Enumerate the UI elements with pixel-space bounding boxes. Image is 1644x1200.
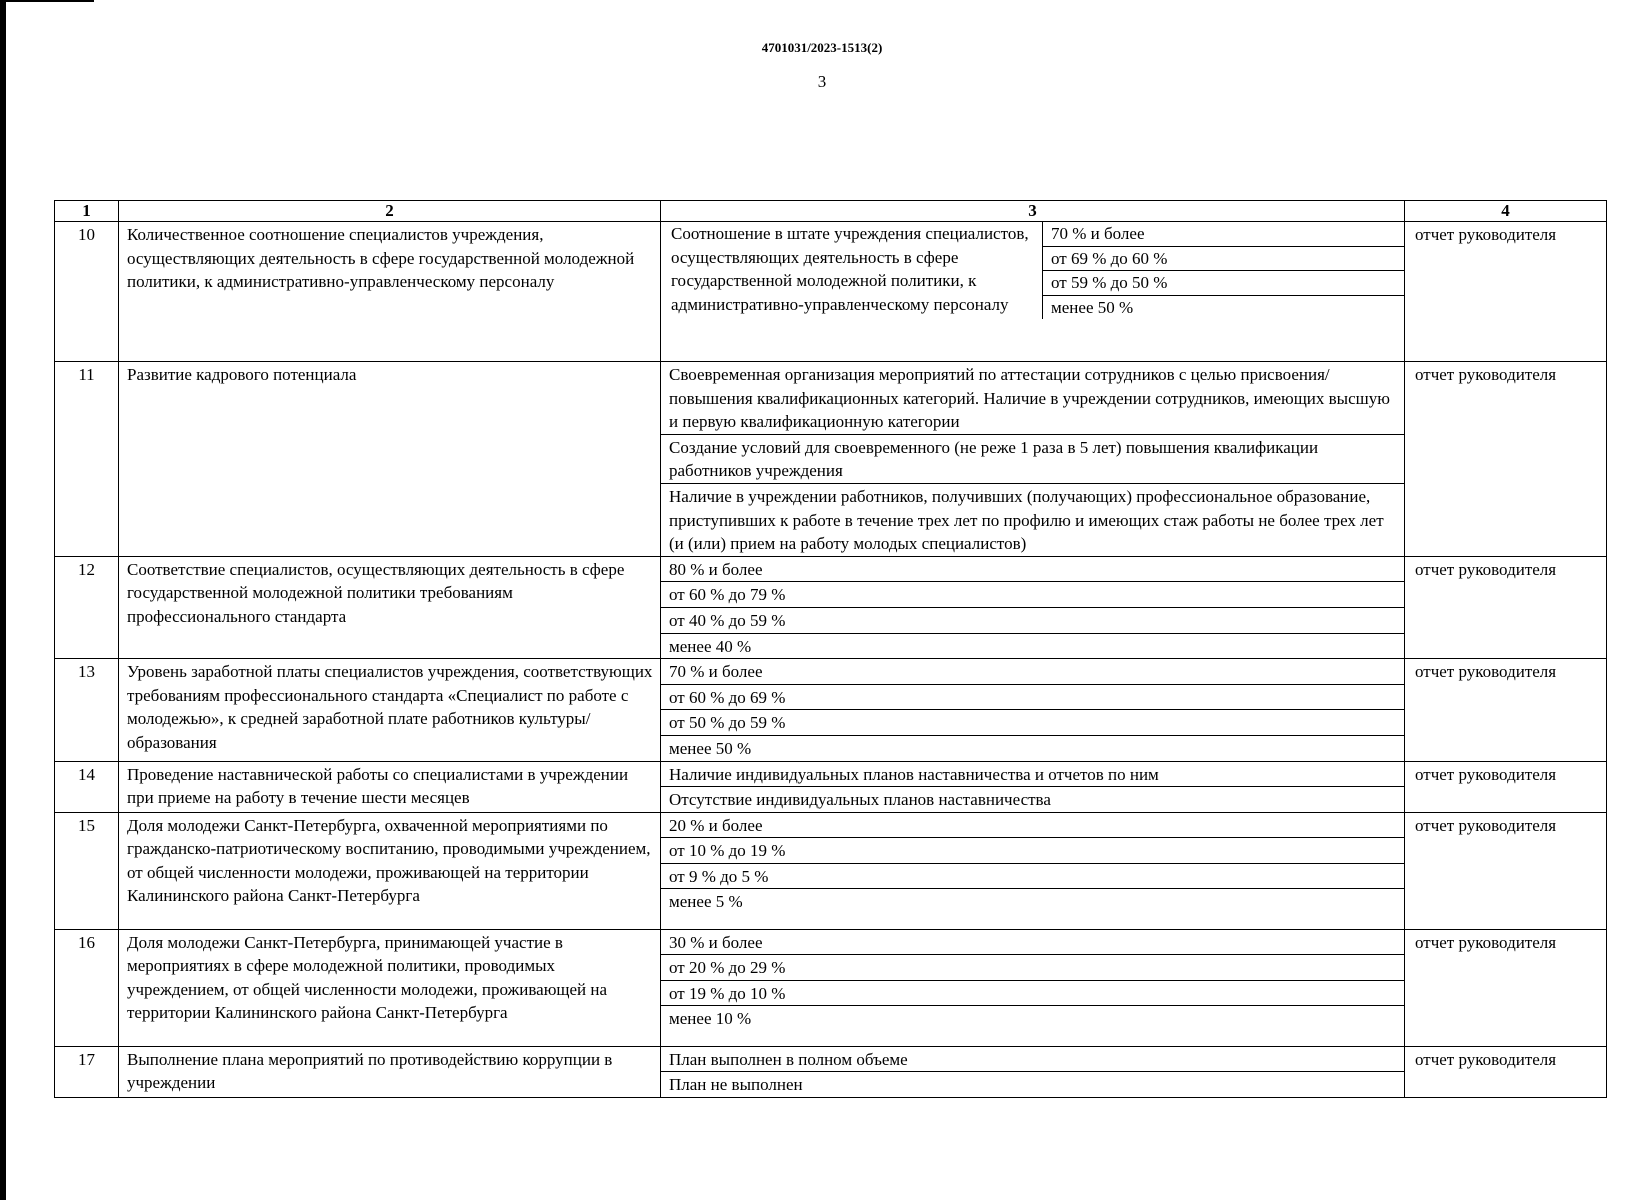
- source-cell: отчет руководителя: [1405, 362, 1607, 557]
- source-cell: отчет руководителя: [1405, 659, 1607, 761]
- source-cell: отчет руководителя: [1405, 812, 1607, 929]
- row-number: 17: [55, 1046, 119, 1097]
- criterion-option: 30 % и более: [669, 932, 763, 952]
- column-header: 4: [1405, 201, 1607, 222]
- criterion-option: 70 % и более: [1051, 224, 1145, 243]
- criteria-cell: [661, 222, 1405, 362]
- criterion-option: План не выполнен: [661, 1071, 1404, 1097]
- criterion-option: Создание условий для своевременного (не реже 1 раза в 5 лет) повышения квалификации работников учреждения: [661, 434, 1404, 483]
- table-row: [55, 222, 1607, 362]
- row-number: 12: [55, 556, 119, 658]
- criterion-option: от 20 % до 29 %: [661, 954, 1404, 980]
- source-cell: отчет руководителя: [1405, 929, 1607, 1046]
- criterion-option: План выполнен в полном объеме: [669, 1049, 908, 1069]
- criteria-cell: [661, 1046, 1405, 1097]
- criterion-option: 80 % и более: [669, 559, 763, 579]
- row-number: 13: [55, 659, 119, 761]
- criterion-option: от 10 % до 19 %: [661, 837, 1404, 863]
- criterion-option: от 60 % до 79 %: [661, 581, 1404, 607]
- criterion-option: Наличие индивидуальных планов наставничества и отчетов по ним: [669, 764, 1159, 784]
- table-row: [55, 929, 1607, 1046]
- table-row: [55, 556, 1607, 658]
- criteria-cell: [661, 659, 1405, 761]
- scan-edge-left: [0, 0, 6, 1200]
- source-cell: отчет руководителя: [1405, 556, 1607, 658]
- indicator-cell: Доля молодежи Санкт-Петербурга, охваченной мероприятиями по гражданско-патриотическому воспитанию, проводимыми учреждением, от общей численности молодежи, проживающей на территории Калининского района Санкт-Петербурга: [119, 812, 661, 929]
- criteria-cell: [661, 761, 1405, 812]
- criterion-option: менее 40 %: [661, 633, 1404, 659]
- row-number: 14: [55, 761, 119, 812]
- table-row: [55, 362, 1607, 557]
- scan-edge-top: [0, 0, 94, 2]
- criterion-option: 20 % и более: [669, 815, 763, 835]
- criteria-cell: [661, 362, 1405, 557]
- criterion-option: 70 % и более: [669, 662, 763, 682]
- indicator-cell: Соответствие специалистов, осуществляющих деятельность в сфере государственной молодежной политики требованиям профессионального стандарта: [119, 556, 661, 658]
- criterion-option: менее 50 %: [1043, 295, 1404, 320]
- indicator-cell: Количественное соотношение специалистов учреждения, осуществляющих деятельность в сфере государственной молодежной политики, к административно-управленческому персоналу: [119, 222, 661, 362]
- criterion-option: от 40 % до 59 %: [661, 607, 1404, 633]
- table-header-row: [55, 201, 1607, 222]
- row-number: 11: [55, 362, 119, 557]
- criteria-cell: [661, 929, 1405, 1046]
- criterion-description: Соотношение в штате учреждения специалистов, осуществляющих деятельность в сфере государственной молодежной политики, к административно-управленческому персоналу: [661, 222, 1043, 319]
- indicator-cell: Развитие кадрового потенциала: [119, 362, 661, 557]
- criteria-table: [54, 200, 1607, 1098]
- indicator-cell: Уровень заработной платы специалистов учреждения, соответствующих требованиям профессионального стандарта «Специалист по работе с молодежью», к средней заработной плате работников культуры/образования: [119, 659, 661, 761]
- document-number: 4701031/2023-1513(2): [761, 40, 883, 55]
- row-number: 16: [55, 929, 119, 1046]
- criterion-option: от 9 % до 5 %: [661, 863, 1404, 889]
- indicator-cell: Выполнение плана мероприятий по противодействию коррупции в учреждении: [119, 1046, 661, 1097]
- column-header: 2: [119, 201, 661, 222]
- criterion-option: Отсутствие индивидуальных планов наставничества: [661, 786, 1404, 812]
- criteria-cell: [661, 556, 1405, 658]
- criterion-option: Наличие в учреждении работников, получивших (получающих) профессиональное образование, приступивших к работе в течение трех лет по профилю и имеющих стаж работы не более трех лет (и (или) прием на работу молодых специалистов): [661, 483, 1404, 556]
- indicator-cell: Доля молодежи Санкт-Петербурга, принимающей участие в мероприятиях в сфере молодежной политики, проводимых учреждением, от общей численности молодежи, проживающей на территории Калининского района Санкт-Петербурга: [119, 929, 661, 1046]
- criterion-option: от 69 % до 60 %: [1043, 246, 1404, 271]
- criterion-option: от 50 % до 59 %: [661, 709, 1404, 735]
- indicator-cell: Проведение наставнической работы со специалистами в учреждении при приеме на работу в течение шести месяцев: [119, 761, 661, 812]
- table-row: [55, 659, 1607, 761]
- column-header: 1: [55, 201, 119, 222]
- criterion-option: Своевременная организация мероприятий по аттестации сотрудников с целью присвоения/повышения квалификационных категорий. Наличие в учреждении сотрудников, имеющих высшую и первую квалификационную категории: [669, 365, 1390, 432]
- criterion-option: от 60 % до 69 %: [661, 684, 1404, 710]
- table-row: [55, 1046, 1607, 1097]
- row-number: 15: [55, 812, 119, 929]
- source-cell: отчет руководителя: [1405, 761, 1607, 812]
- source-cell: отчет руководителя: [1405, 222, 1607, 362]
- criterion-option: менее 10 %: [661, 1005, 1404, 1031]
- table-row: [55, 812, 1607, 929]
- criteria-cell: [661, 812, 1405, 929]
- page-number: 3: [817, 72, 827, 91]
- column-header: 3: [661, 201, 1405, 222]
- criterion-option: менее 5 %: [661, 888, 1404, 914]
- row-number: 10: [55, 222, 119, 362]
- criterion-option: от 59 % до 50 %: [1043, 270, 1404, 295]
- criterion-option: от 19 % до 10 %: [661, 980, 1404, 1006]
- table-row: [55, 761, 1607, 812]
- source-cell: отчет руководителя: [1405, 1046, 1607, 1097]
- criterion-option: менее 50 %: [661, 735, 1404, 761]
